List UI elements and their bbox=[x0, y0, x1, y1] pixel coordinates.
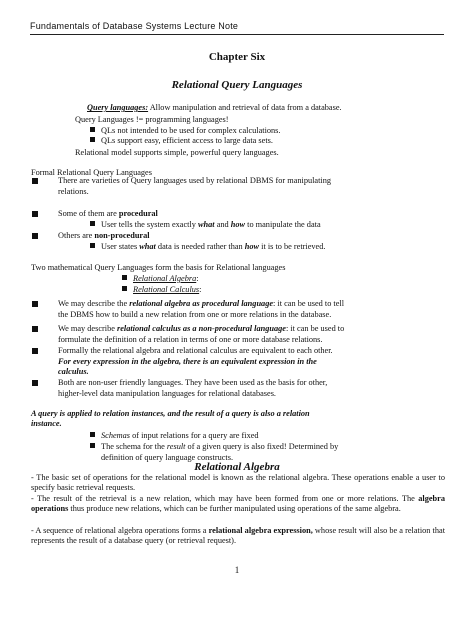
bullet-square-icon bbox=[90, 443, 95, 448]
algebra-paragraph-1: - The basic set of operations for the relational model is known as the relational algebra. These operations enable a user to specify basic retrieval requests. bbox=[31, 473, 445, 493]
point-3-line-2: For every expression in the algebra, there is an equivalent expression in the bbox=[58, 357, 317, 366]
intro-line-2: Query Languages != programming languages! bbox=[75, 115, 229, 124]
bullet-square-icon bbox=[90, 127, 95, 132]
algebra-paragraph-3: - A sequence of relational algebra operations forms a relational algebra expression, whose result will also be a relation that represents the result of a database query (or retrieval request). bbox=[31, 526, 446, 546]
bullet-square-icon bbox=[90, 221, 95, 226]
term-query-languages: Query languages: bbox=[87, 103, 149, 112]
bullet-square-icon bbox=[32, 326, 38, 332]
bullet-square-icon bbox=[32, 301, 38, 307]
point-1-line-2: the DBMS how to build a new relation from one or more relations in the database. bbox=[58, 310, 332, 319]
formal-bullet-3-sub: User states what data is needed rather than how it is to be retrieved. bbox=[90, 242, 325, 252]
bullet-square-icon bbox=[90, 432, 95, 437]
intro-line-3: Relational model supports simple, powerful query languages. bbox=[75, 148, 279, 157]
formal-bullet-1-line-1: There are varieties of Query languages used by relational DBMS for manipulating bbox=[58, 176, 332, 185]
formal-bullet-2: Some of them are procedural bbox=[58, 209, 158, 218]
formal-heading: Formal Relational Query Languages bbox=[31, 168, 152, 177]
intro-bullet-2: QLs support easy, efficient access to large data sets. bbox=[90, 136, 273, 146]
algebra-paragraph-2: - The result of the retrieval is a new relation, which may have been formed from one or more relations. The algebra operations thus produce new relations, which can be further manipulated using operations of the same algebra. bbox=[31, 494, 445, 514]
query-bullet-2: The schema for the result of a given query is also fixed! Determined by bbox=[90, 442, 338, 452]
intro-definition: Query languages: Allow manipulation and retrieval of data from a database. bbox=[87, 103, 342, 112]
bullet-square-icon bbox=[122, 286, 127, 291]
page-number: 1 bbox=[234, 565, 240, 575]
formal-bullet-1-line-2: relations. bbox=[58, 187, 89, 196]
bullet-square-icon bbox=[32, 380, 38, 386]
two-languages-heading: Two mathematical Query Languages form the basis for Relational languages bbox=[31, 263, 286, 272]
query-bullet-2-line-2: definition of query language constructs. bbox=[101, 453, 234, 462]
point-4-line-2: higher-level data manipulation languages for relational databases. bbox=[58, 389, 277, 398]
point-3-line-1: Formally the relational algebra and relational calculus are equivalent to each other. bbox=[58, 346, 333, 355]
query-statement-line-1: A query is applied to relation instances, and the result of a query is also a relation bbox=[31, 409, 310, 418]
point-3-line-3: calculus. bbox=[58, 367, 89, 376]
query-statement-line-2: instance. bbox=[31, 419, 62, 428]
relational-algebra-heading: Relational Algebra bbox=[194, 461, 280, 473]
two-item-algebra: Relational Algebra: bbox=[122, 274, 199, 284]
chapter-title: Chapter Six bbox=[208, 51, 266, 63]
query-bullet-1: Schemas of input relations for a query are fixed bbox=[90, 431, 259, 441]
bullet-square-icon bbox=[32, 211, 38, 217]
point-2-line-2: formulate the definition of a relation in terms of one or more database relations. bbox=[58, 335, 323, 344]
point-2-line-1: We may describe relational calculus as a non-procedural language: it can be used to bbox=[58, 324, 345, 333]
point-1-line-1: We may describe the relational algebra as procedural language: it can be used to tell bbox=[58, 299, 345, 308]
formal-bullet-3: Others are non-procedural bbox=[58, 231, 150, 240]
bullet-square-icon bbox=[32, 178, 38, 184]
point-4-line-1: Both are non-user friendly languages. They have been used as the basis for other, bbox=[58, 378, 328, 387]
bullet-square-icon bbox=[122, 275, 127, 280]
bullet-square-icon bbox=[32, 233, 38, 239]
two-item-calculus: Relational Calculus: bbox=[122, 285, 201, 295]
intro-bullet-1: QLs not intended to be used for complex calculations. bbox=[90, 126, 281, 136]
running-header: Fundamentals of Database Systems Lecture Note bbox=[30, 21, 444, 35]
chapter-subtitle: Relational Query Languages bbox=[171, 79, 303, 91]
bullet-square-icon bbox=[32, 348, 38, 354]
bullet-square-icon bbox=[90, 137, 95, 142]
formal-bullet-2-sub: User tells the system exactly what and how to manipulate the data bbox=[90, 220, 321, 230]
bullet-square-icon bbox=[90, 243, 95, 248]
